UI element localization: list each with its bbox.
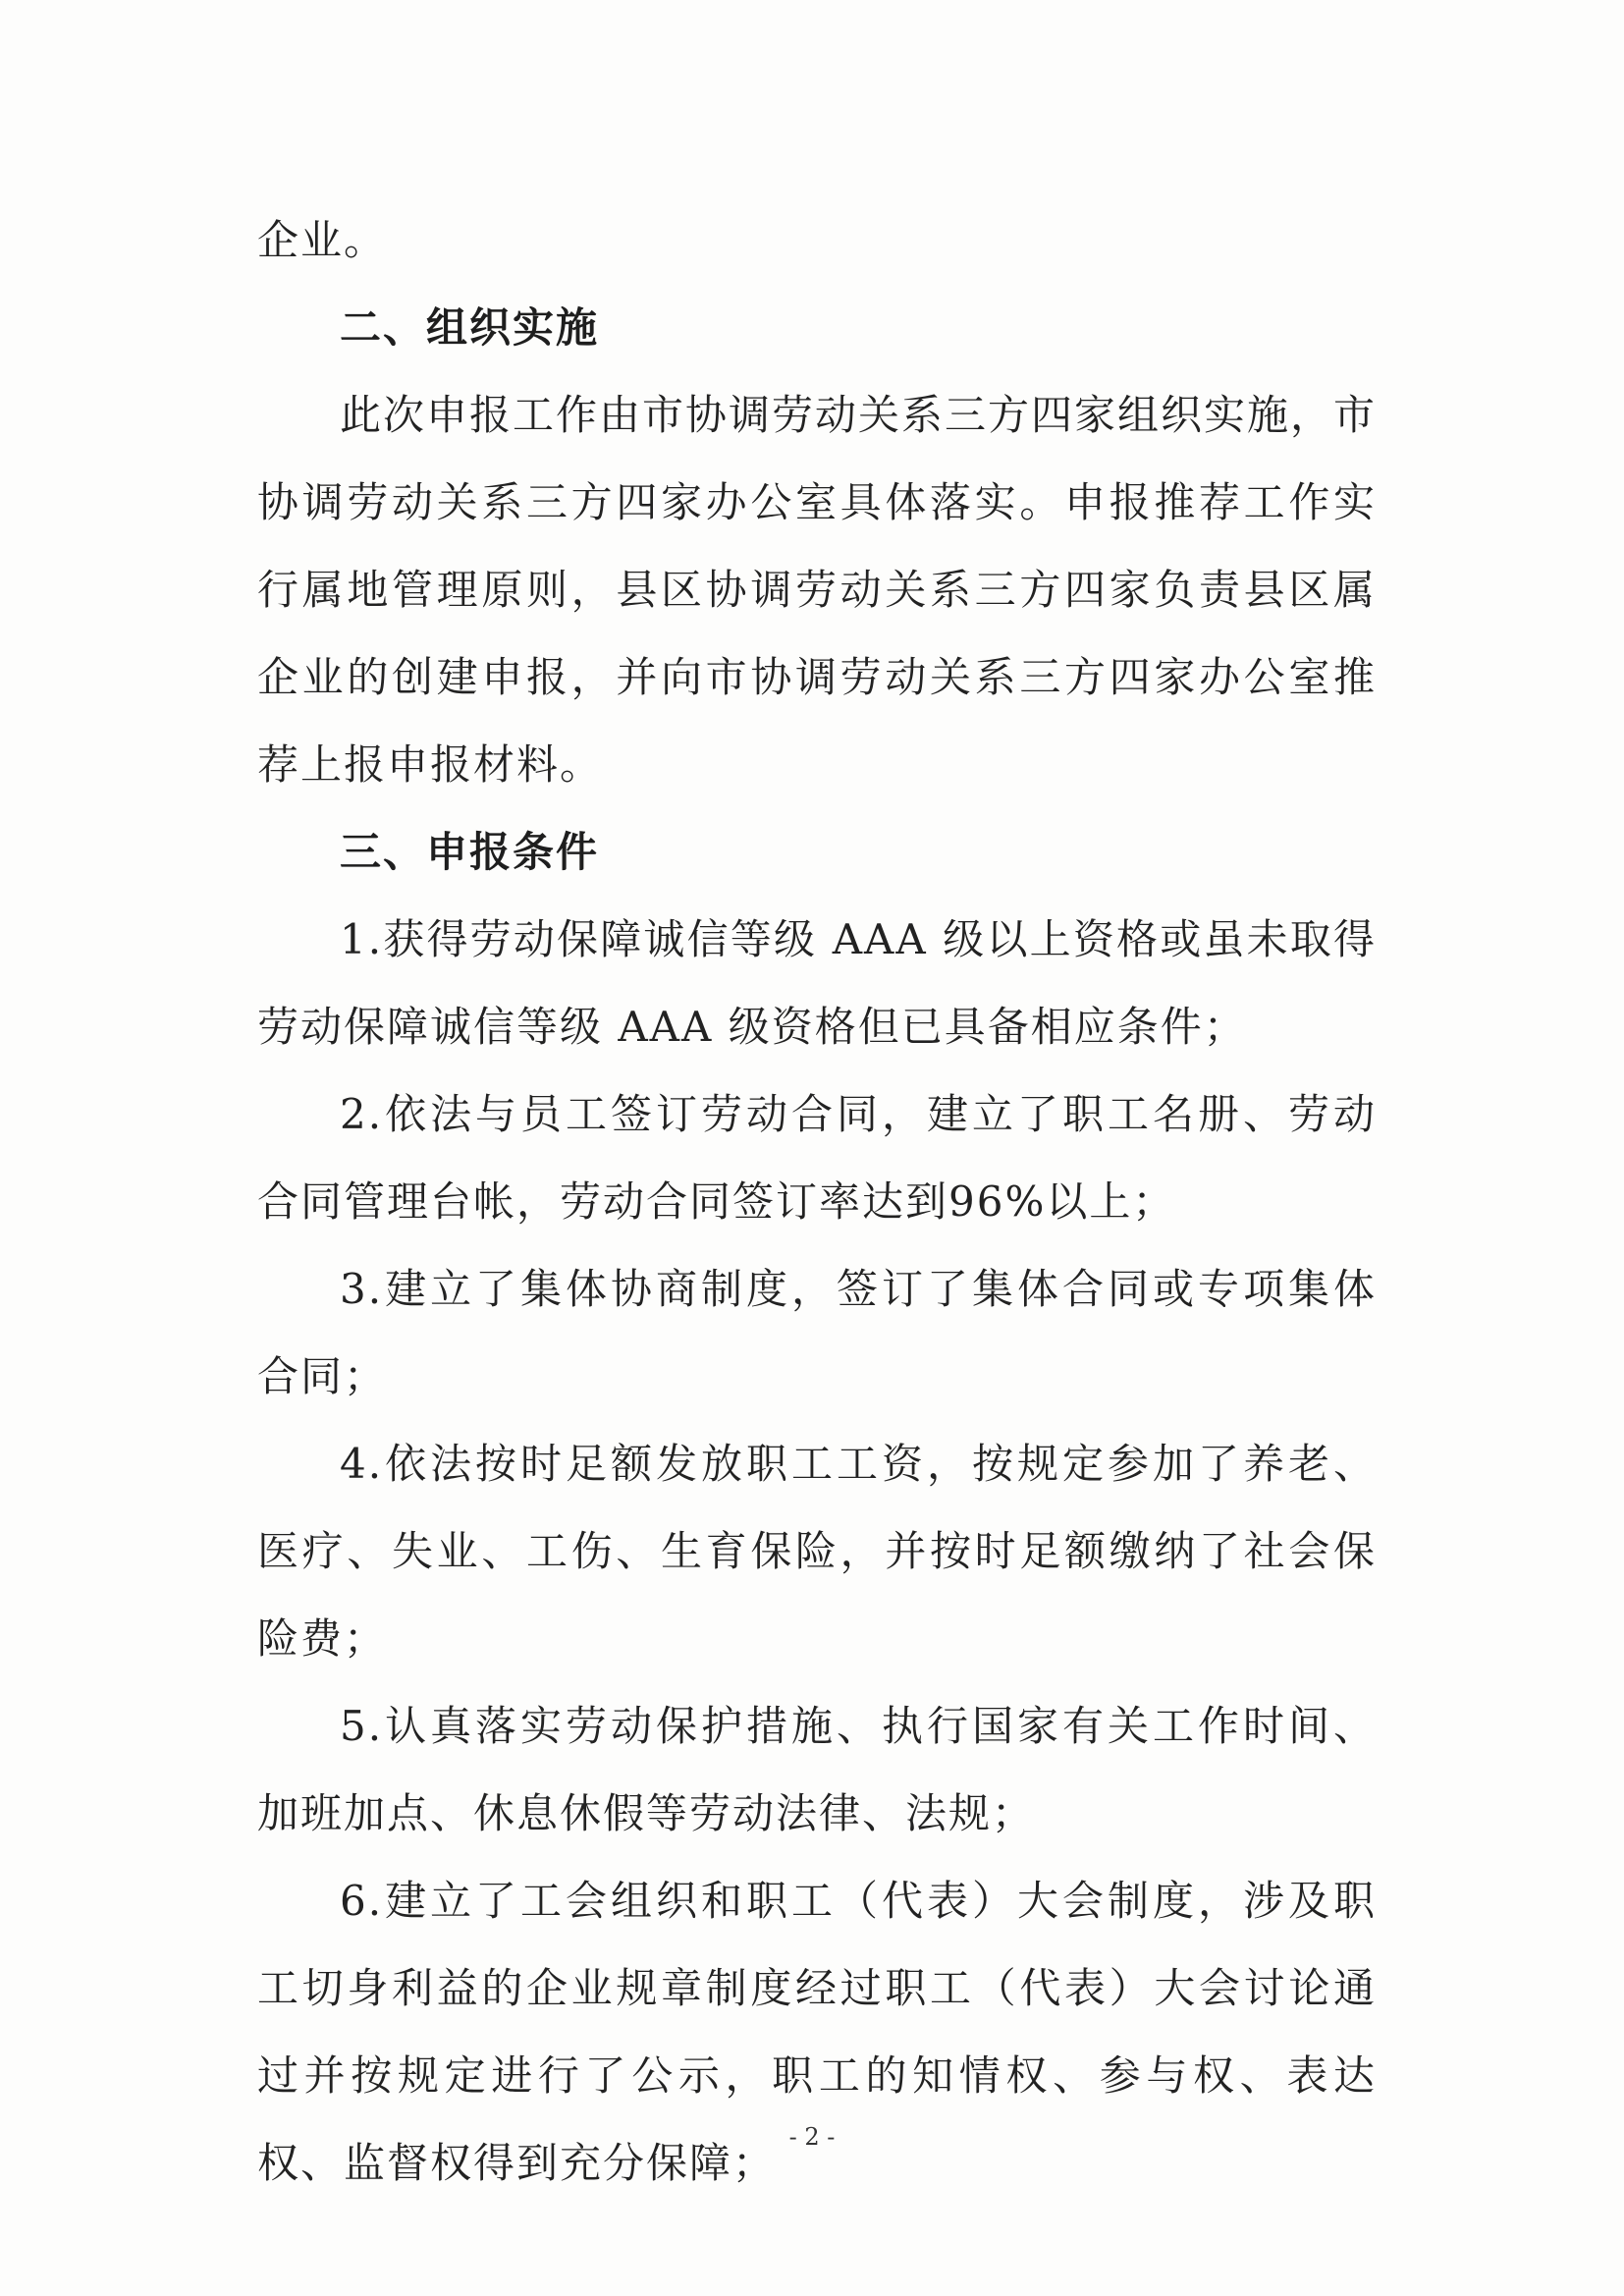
condition-item-3: 3.建立了集体协商制度，签订了集体合同或专项集体合同； xyxy=(257,1265,1377,1400)
section-heading-conditions: 三、申报条件 xyxy=(340,828,600,876)
condition-item-4: 4.依法按时足额发放职工工资，按规定参加了养老、医疗、失业、工伤、生育保险，并按时足额缴纳了社会保险费； xyxy=(257,1440,1377,1663)
section-paragraph-organization: 此次申报工作由市协调劳动关系三方四家组织实施，市协调劳动关系三方四家办公室具体落实。申报推荐工作实行属地管理原则，县区协调劳动关系三方四家负责县区属企业的创建申报，并向市协调劳动关系三方四家办公室推荐上报申报材料。 xyxy=(257,391,1378,789)
page-number: - 2 - xyxy=(788,2123,836,2151)
condition-item-5: 5.认真落实劳动保护措施、执行国家有关工作时间、加班加点、休息休假等劳动法律、法规； xyxy=(257,1702,1377,1837)
section-heading-organization: 二、组织实施 xyxy=(340,303,600,352)
condition-item-6: 6.建立了工会组织和职工（代表）大会制度，涉及职工切身利益的企业规章制度经过职工（代表）大会讨论通过并按规定进行了公示，职工的知情权、参与权、表达权、监督权得到充分保障； xyxy=(257,1877,1377,2187)
condition-item-1: 1.获得劳动保障诚信等级 AAA 级以上资格或虽未取得劳动保障诚信等级 AAA 级资格但已具备相应条件； xyxy=(257,915,1377,1051)
continuation-text: 企业。 xyxy=(257,216,388,264)
document-body xyxy=(257,196,1377,2207)
condition-item-2: 2.依法与员工签订劳动合同，建立了职工名册、劳动合同管理台帐，劳动合同签订率达到96%以上； xyxy=(257,1090,1377,1226)
